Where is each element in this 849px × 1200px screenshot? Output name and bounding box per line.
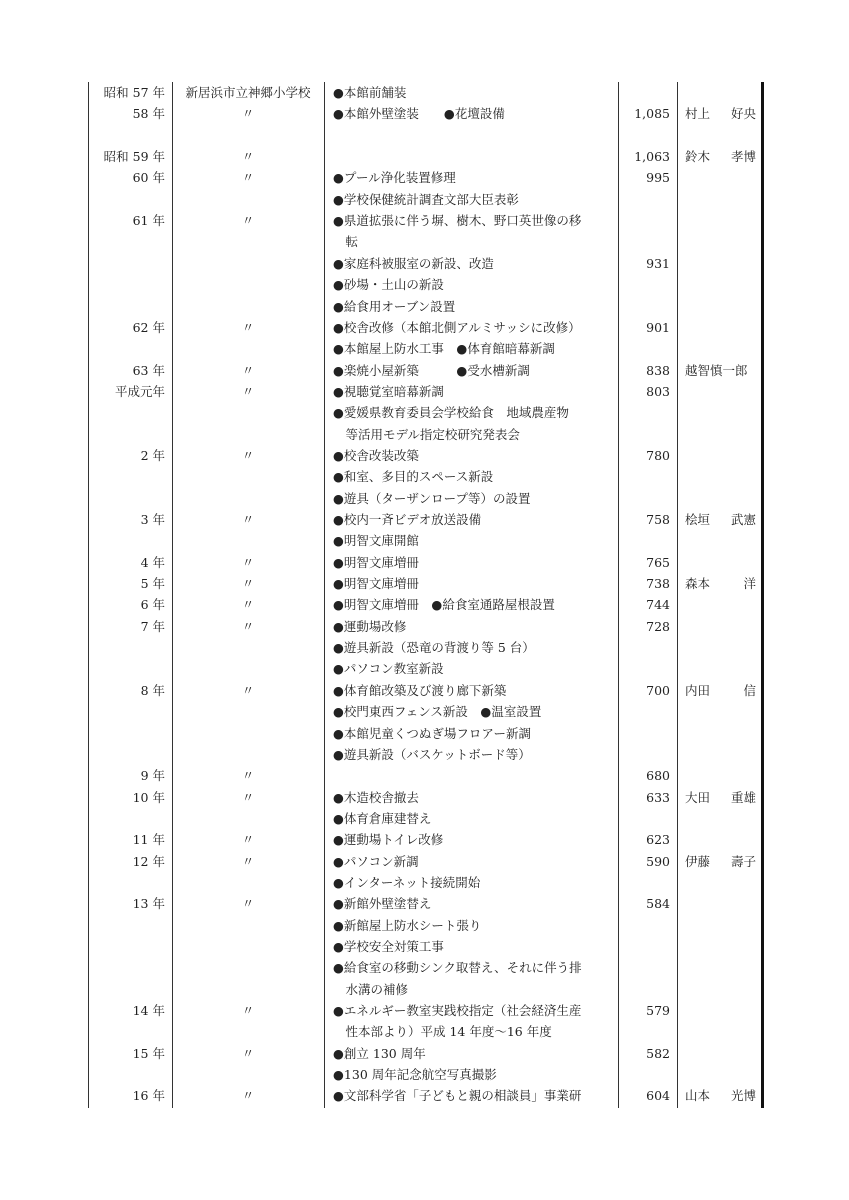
row-year: 8 年 [140,682,165,698]
principal-surname: 村上 [685,106,711,122]
row-year: 15 年 [132,1045,165,1061]
row-year: 7 年 [140,618,165,634]
row-year: 11 年 [132,832,165,848]
row-principal [685,851,756,872]
row-year: 58 年 [132,106,165,122]
row-student-count: 623 [646,832,670,848]
row-item: ●学校安全対策工事 [333,939,444,954]
row-student-count: 680 [646,768,670,784]
row-year: 平成元年 [114,383,165,399]
row-item: ●家庭科被服室の新設、改造 [333,255,494,271]
row-item: ●体育館改築及び渡り廊下新築 [333,682,507,698]
row-item: ●本館児童くつぬぎ場フロアー新調 [333,725,532,741]
row-year: 6 年 [140,597,165,613]
row-item: ●明智文庫開館 [333,533,419,549]
row-item: ●運動場改修 [333,618,407,634]
row-student-count: 604 [646,1088,670,1104]
row-student-count: 901 [646,319,670,335]
row-student-count: 838 [646,362,670,378]
row-school: 〃 [241,213,255,229]
row-item: ●県道拡張に伴う塀、樹木、野口英世像の移 [333,213,582,229]
row-item: ●本館屋上防水工事 ●体育館暗幕新調 [333,341,555,357]
row-item: ●遊具新設（バスケットボード等） [333,746,531,762]
principal-given-name: 武憲 [730,512,756,527]
row-item: 性本部より）平成 14 年度～16 年度 [333,1024,552,1040]
divider-items-count [618,82,619,1108]
row-school: 〃 [241,170,255,186]
row-school: 〃 [241,1088,255,1104]
row-principal [685,103,756,124]
principal-given-name: 洋 [743,576,756,592]
row-school: 〃 [241,618,255,634]
row-year: 4 年 [140,554,165,570]
row-principal [685,573,756,594]
row-item: ●視聴覚室暗幕新調 [333,383,444,399]
row-student-count: 738 [646,576,670,592]
border-right [761,82,764,1108]
row-year: 60 年 [132,170,165,186]
row-item: ●本館前舗装 [333,85,407,100]
row-item: ●運動場トイレ改修 [333,832,444,848]
row-student-count: 758 [646,512,670,527]
row-student-count: 744 [646,597,670,613]
principal-surname: 桧垣 [685,512,711,527]
row-year: 3 年 [140,512,165,527]
row-student-count: 995 [646,170,670,186]
row-item: ●遊具新設（恐竜の背渡り等 5 台） [333,640,535,656]
row-item: ●校舎改修（本館北側アルミサッシに改修） [333,319,581,335]
row-item: ●新館屋上防水シート張り [333,917,482,933]
row-item: ●130 周年記念航空写真撮影 [333,1067,497,1083]
row-school: 〃 [241,106,255,122]
divider-school-items [324,82,325,1108]
row-item: ●パソコン新調 [333,853,419,869]
row-item: 転 [333,234,359,250]
principal-given-name: 壽子 [730,853,756,869]
row-year: 14 年 [132,1003,165,1019]
row-year: 昭和 57 年 [103,85,165,100]
principal-surname: 大田 [685,789,711,805]
row-item: ●校内一斉ビデオ放送設備 [333,512,482,527]
row-item: ●楽焼小屋新築 ●受水槽新調 [333,362,530,378]
row-item: ●創立 130 周年 [333,1045,426,1061]
row-school: 〃 [241,362,255,378]
row-school: 〃 [241,319,255,335]
divider-count-principal [677,82,678,1108]
row-item: ●校門東西フェンス新設 ●温室設置 [333,704,542,720]
row-school: 〃 [241,383,255,399]
row-item: 等活用モデル指定校研究発表会 [333,426,520,442]
row-item: ●インターネット接続開始 [333,874,481,890]
row-item: ●明智文庫増冊 [333,576,419,592]
row-year: 12 年 [132,853,165,869]
row-year: 昭和 59 年 [103,149,165,165]
row-student-count: 931 [646,255,670,271]
principal-surname: 内田 [685,682,711,698]
row-item: ●給食室の移動シンク取替え、それに伴う排 [333,960,582,976]
row-school: 新居浜市立神郷小学校 [185,85,311,100]
row-year: 16 年 [132,1088,165,1104]
row-principal [685,680,756,701]
row-school: 〃 [241,682,255,698]
row-student-count: 803 [646,383,670,399]
row-student-count: 633 [646,789,670,805]
row-item: ●本館外壁塗装 ●花壇設備 [333,106,505,122]
row-principal [685,787,756,808]
principal-given-name: 信 [743,682,756,698]
principal-name: 越智慎一郎 [685,362,748,378]
row-school: 〃 [241,853,255,869]
row-item: ●愛媛県教育委員会学校給食 地域農産物 [333,405,569,421]
row-principal [685,1085,756,1106]
row-item: ●エネルギー教室実践校指定（社会経済生産 [333,1003,582,1019]
row-school: 〃 [241,576,255,592]
principal-surname: 森本 [685,576,711,592]
row-student-count: 582 [646,1045,670,1061]
row-item: ●パソコン教室新設 [333,661,444,677]
row-item: 水溝の補修 [333,981,409,997]
row-principal [685,146,756,167]
principal-given-name: 好央 [730,106,756,122]
row-item: ●新館外壁塗替え [333,896,432,912]
row-student-count: 780 [646,447,670,463]
row-year: 61 年 [132,213,165,229]
row-student-count: 1,085 [634,106,670,122]
row-student-count: 584 [646,896,670,912]
row-item: ●和室、多目的スペース新設 [333,469,494,485]
row-student-count: 590 [646,853,670,869]
principal-given-name: 重雄 [730,789,756,805]
row-year: 5 年 [140,576,165,592]
row-school: 〃 [241,554,255,570]
row-item: ●校舎改装改築 [333,447,419,463]
row-school: 〃 [241,768,255,784]
principal-surname: 伊藤 [685,853,711,869]
row-item: ●砂場・土山の新設 [333,277,444,293]
row-school: 〃 [241,597,255,613]
row-item: ●体育倉庫建替え [333,810,432,826]
border-left [88,82,89,1108]
row-school: 〃 [241,789,255,805]
row-item: ●給食用オーブン設置 [333,298,456,314]
row-item: ●明智文庫増冊 ●給食室通路屋根設置 [333,597,555,613]
row-school: 〃 [241,896,255,912]
row-item: ●プール浄化装置修理 [333,170,456,186]
row-student-count: 728 [646,618,670,634]
row-student-count: 765 [646,554,670,570]
row-student-count: 1,063 [634,149,670,165]
row-item: ●明智文庫増冊 [333,554,419,570]
row-school: 〃 [241,832,255,848]
row-year: 62 年 [132,319,165,335]
row-principal [685,509,756,530]
row-student-count: 579 [646,1003,670,1019]
row-item: ●木造校舎撤去 [333,789,419,805]
principal-surname: 鈴木 [685,149,711,165]
row-year: 13 年 [132,896,165,912]
row-year: 10 年 [132,789,165,805]
row-principal [685,360,756,381]
row-student-count: 700 [646,682,670,698]
row-year: 63 年 [132,362,165,378]
principal-given-name: 光博 [730,1088,756,1104]
principal-given-name: 孝博 [730,149,756,165]
row-school: 〃 [241,1003,255,1019]
row-item: ●文部科学省「子どもと親の相談員」事業研 [333,1088,582,1104]
row-year: 2 年 [140,447,165,463]
row-item: ●遊具（ターザンロープ等）の設置 [333,490,531,506]
row-school: 〃 [241,447,255,463]
row-school: 〃 [241,512,255,527]
principal-surname: 山本 [685,1088,711,1104]
row-school: 〃 [241,149,255,165]
row-school: 〃 [241,1045,255,1061]
row-year: 9 年 [140,768,165,784]
row-item: ●学校保健統計調査文部大臣表彰 [333,191,519,207]
